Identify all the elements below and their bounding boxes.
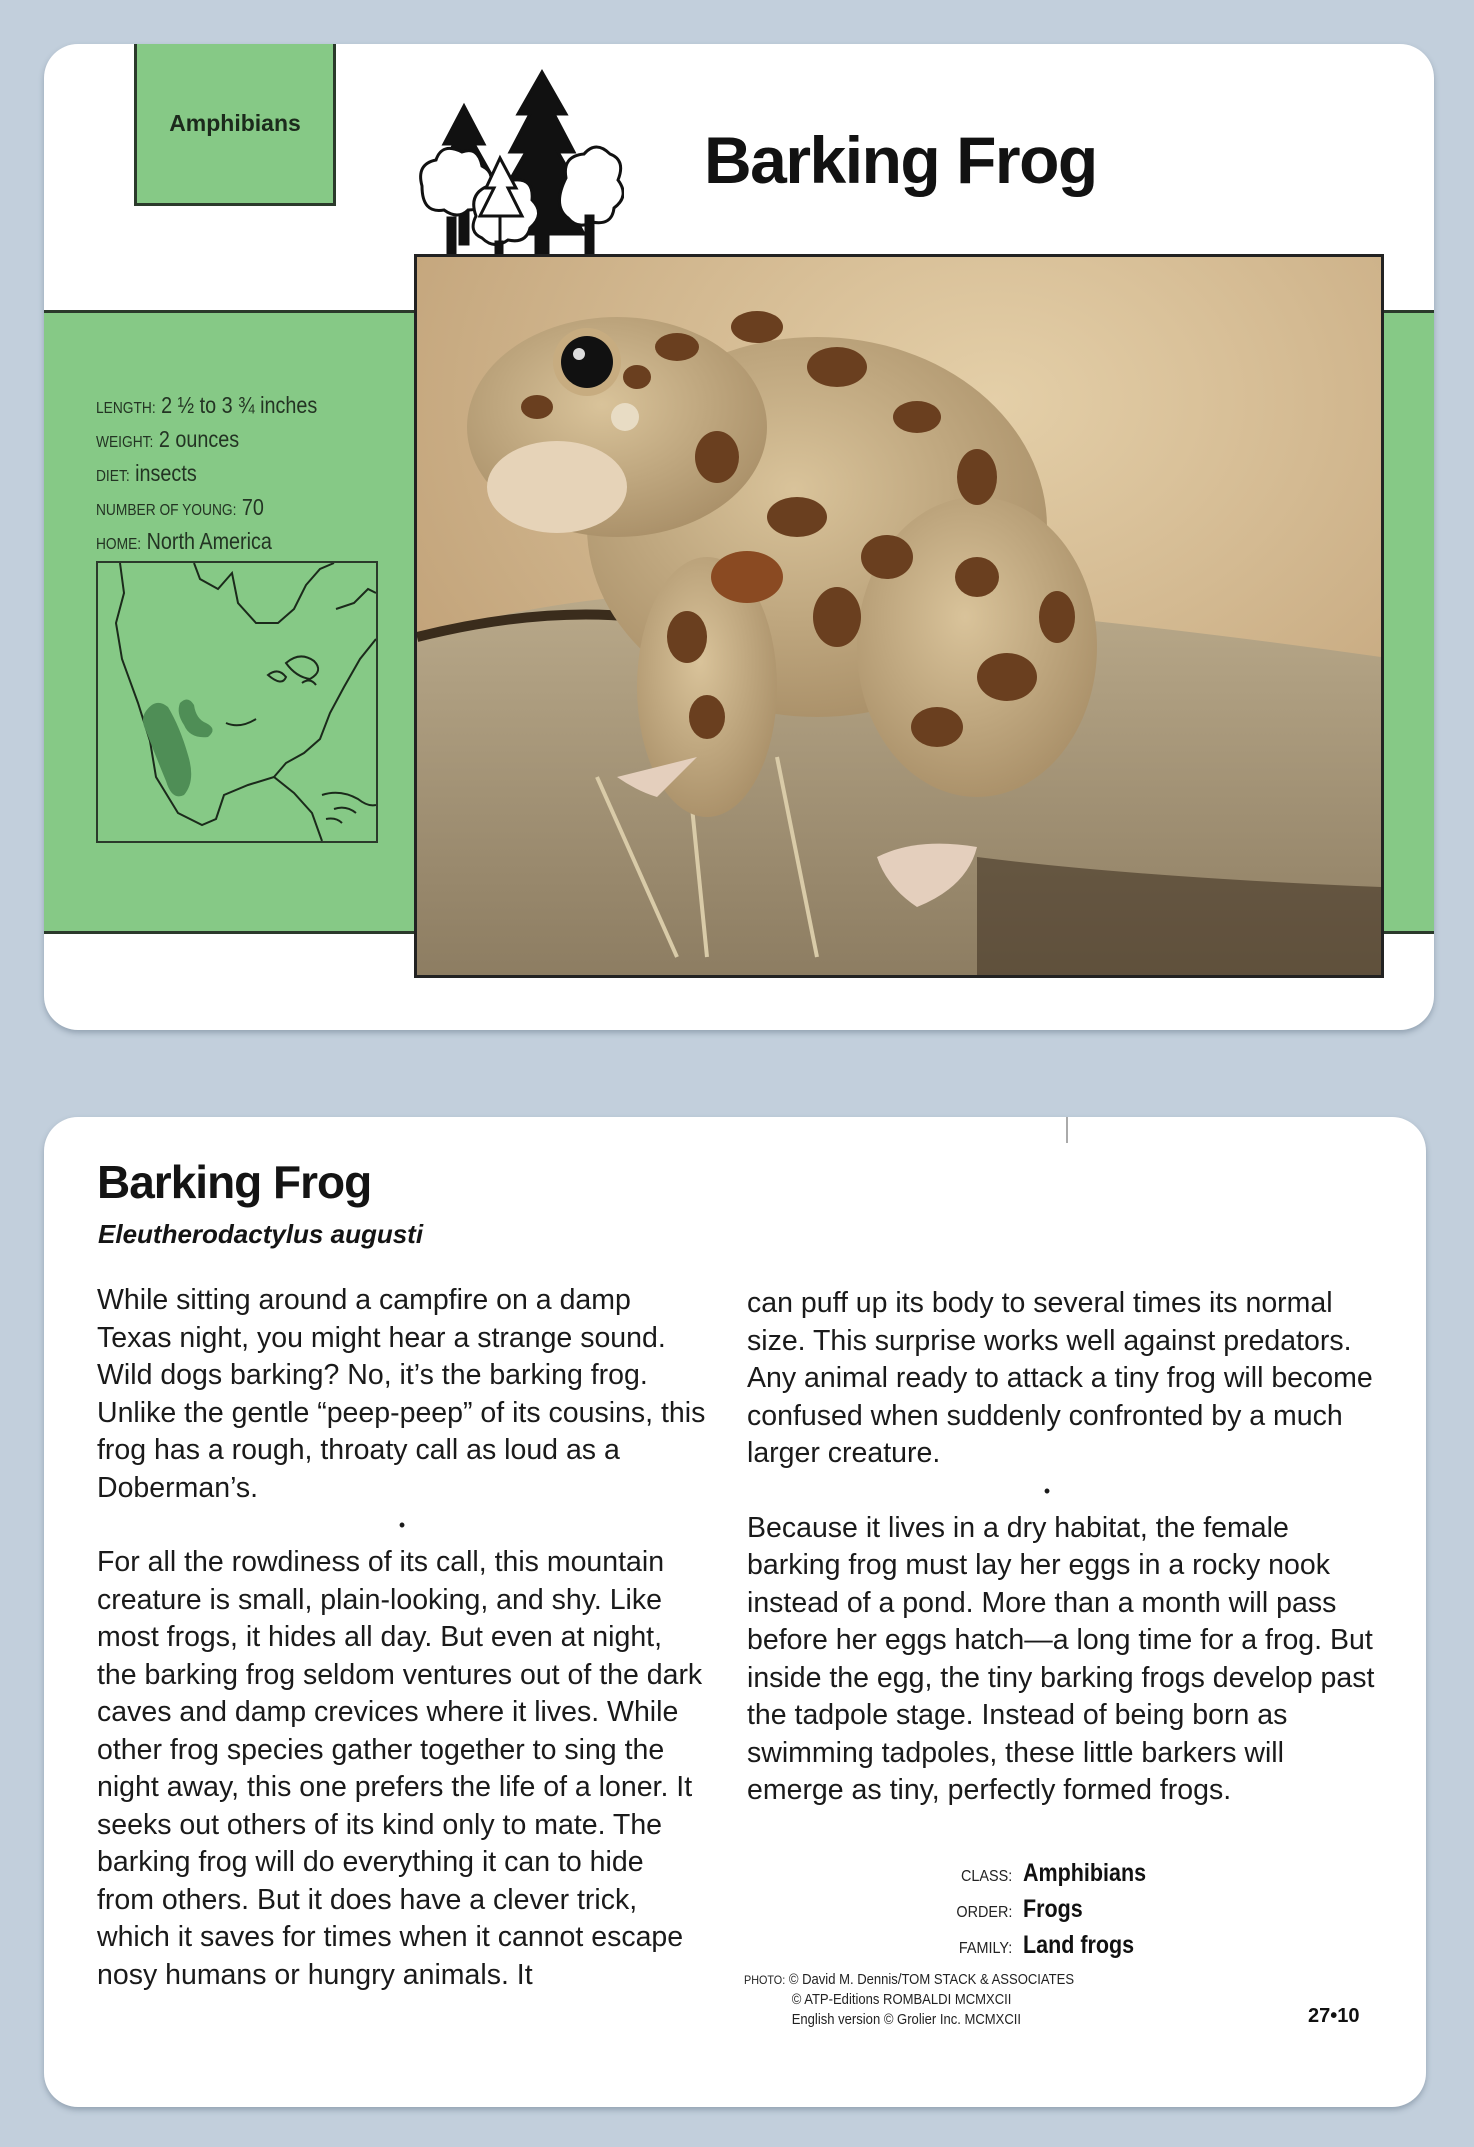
order-label: ORDER: xyxy=(956,1904,1013,1921)
stat-value: North America xyxy=(146,528,272,554)
stat-label: DIET: xyxy=(96,468,130,485)
text-column-right xyxy=(747,1285,1377,1810)
order-value: Frogs xyxy=(1023,1895,1083,1923)
classification-table xyxy=(949,1857,1166,1965)
stats-list xyxy=(96,390,426,560)
stat-value: 2 ounces xyxy=(158,426,240,452)
stat-home xyxy=(96,526,380,560)
category-tab xyxy=(134,44,336,206)
scientific-name: Eleutherodactylus augusti xyxy=(98,1219,424,1249)
family-label: FAMILY: xyxy=(958,1940,1013,1957)
stat-length xyxy=(96,390,380,424)
back-card xyxy=(44,1117,1426,2107)
stat-value: insects xyxy=(135,460,197,486)
credit-label: PHOTO: xyxy=(744,1973,786,1987)
class-row xyxy=(949,1857,1166,1893)
paragraph: can puff up its body to several times its normal size. This surprise works well against predators. Any animal ready to attack a tiny frog will become confused when suddenly confronted by a much larger creature. xyxy=(747,1287,1373,1469)
class-value: Amphibians xyxy=(1023,1859,1147,1887)
frog-illustration xyxy=(417,257,1381,975)
stat-value: 70 xyxy=(241,494,264,520)
family-value: Land frogs xyxy=(1023,1931,1135,1959)
order-row xyxy=(949,1893,1166,1929)
paragraph: While sitting around a campfire on a damp Texas night, you might hear a strange sound. Wild dogs barking? No, it’s the barking frog. Unlike the gentle “peep-peep” of its cousins, this frog has a rough, throaty call as loud as a Doberman’s. xyxy=(97,1284,706,1504)
range-map xyxy=(96,561,378,843)
section-bullet: • xyxy=(1043,1480,1051,1501)
barking-frog-photo xyxy=(414,254,1384,978)
paragraph: Because it lives in a dry habitat, the female barking frog must lay her eggs in a rocky nook instead of a pond. More than a month will pass before her eggs hatch—a long time for a frog. But inside the egg, the tiny barking frogs develop past the tadpole stage. Instead of being born as swimming tadpoles, these little barkers will emerge as tiny, perfectly formed frogs. xyxy=(747,1511,1375,1806)
text-column-left xyxy=(97,1282,707,1994)
credit-line: English version © Grolier Inc. MCMXCII xyxy=(791,2012,1022,2028)
front-card xyxy=(44,44,1434,1030)
forest-habitat-icon xyxy=(414,66,624,284)
stat-diet xyxy=(96,458,380,492)
stat-label: WEIGHT: xyxy=(96,434,154,451)
photo-credits xyxy=(744,1970,1111,2030)
stat-label: LENGTH: xyxy=(96,400,156,417)
class-label: CLASS: xyxy=(960,1868,1013,1885)
stat-weight xyxy=(96,424,380,458)
stat-young xyxy=(96,492,380,526)
credit-line xyxy=(744,1970,1074,1990)
stat-label: HOME: xyxy=(96,536,142,553)
category-label: Amphibians xyxy=(169,110,301,136)
north-america-map-icon xyxy=(98,563,376,841)
credit-line: © ATP-Editions ROMBALDI MCMXCII xyxy=(791,1992,1012,2008)
stat-label: NUMBER OF YOUNG: xyxy=(96,502,237,519)
front-title: Barking Frog xyxy=(704,123,1097,197)
credit-photographer: © David M. Dennis/TOM STACK & ASSOCIATES xyxy=(788,1972,1075,1988)
paragraph: For all the rowdiness of its call, this mountain creature is small, plain-looking, and shy. Like most frogs, it hides all day. But even at night, the barking frog seldom ventures out of the dark caves and damp crevices where it lives. While other frog species gather together to sing the night away, this one prefers the life of a loner. It seeks out others of its kind only to mate. The barking frog will do everything it can to hide from others. But it does have a clever trick, which it saves for times when it cannot escape nosy humans or hungry animals. It xyxy=(97,1546,703,1991)
back-title: Barking Frog xyxy=(97,1156,372,1208)
card-number: 27•10 xyxy=(1308,2005,1360,2027)
print-mark xyxy=(1066,1117,1068,1143)
section-bullet: • xyxy=(398,1515,406,1535)
range-area xyxy=(179,699,213,737)
stat-value: 2 ½ to 3 ¾ inches xyxy=(161,392,318,418)
family-row xyxy=(949,1929,1166,1965)
